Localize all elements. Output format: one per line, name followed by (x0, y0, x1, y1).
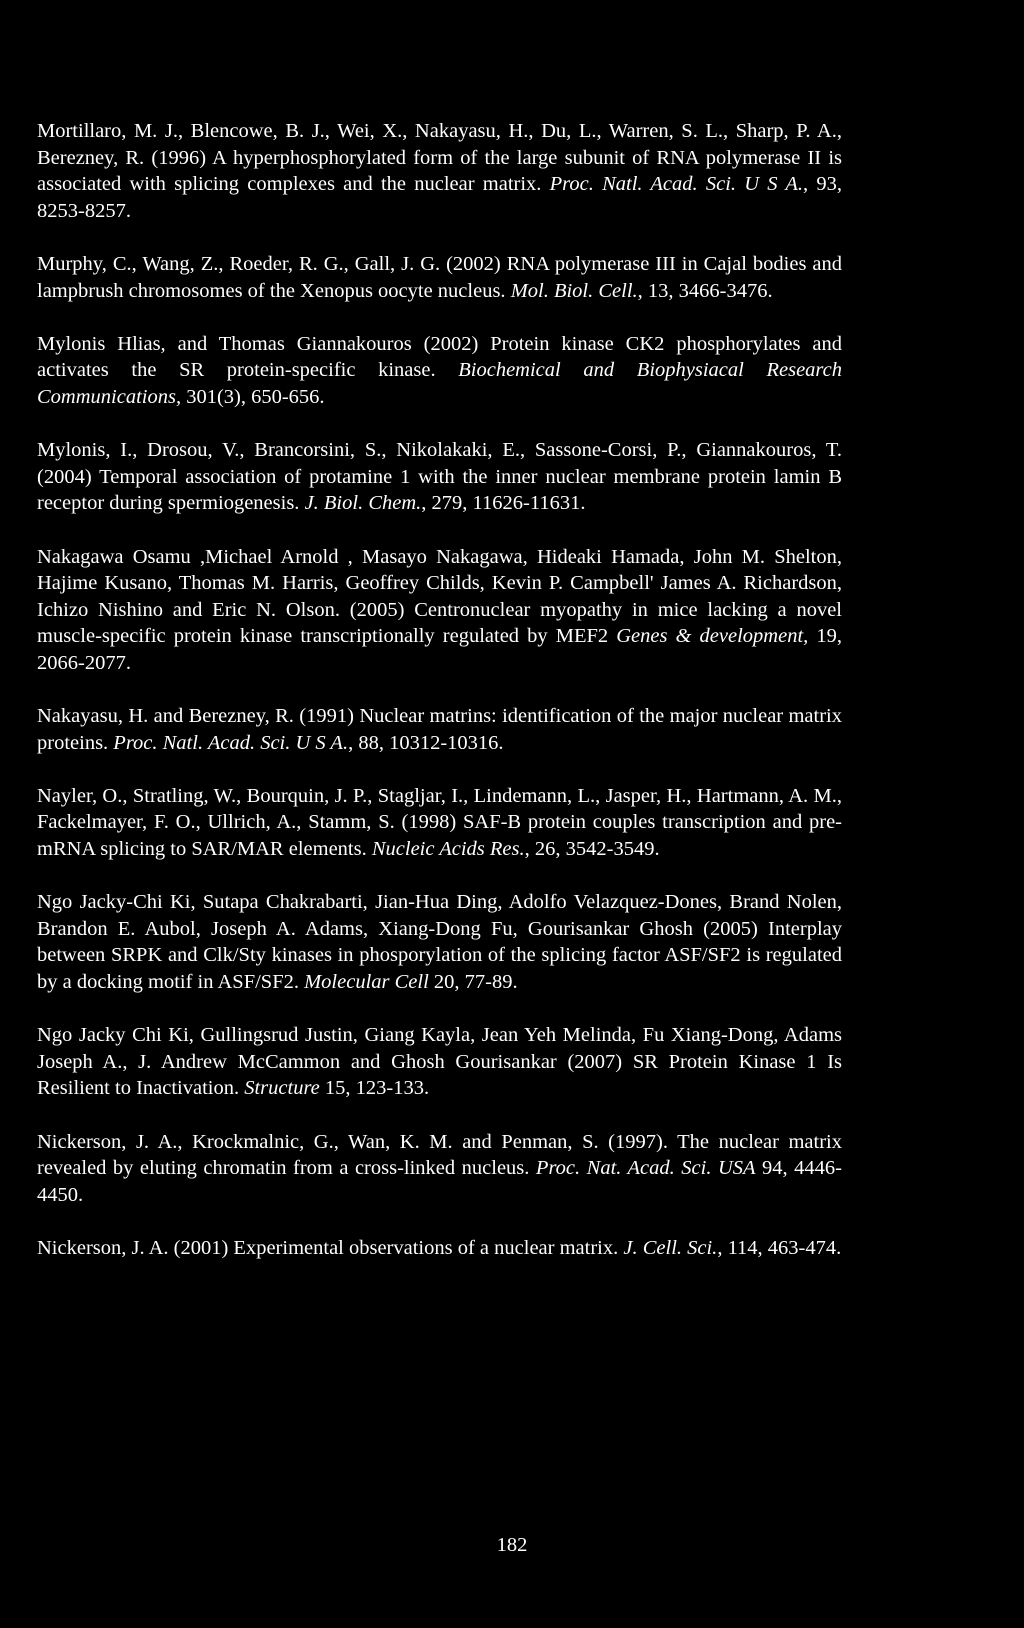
reference-volume-pages: , 88, 10312-10316. (348, 731, 504, 754)
reference-volume-pages: , 279, 11626-11631. (421, 492, 586, 515)
reference-volume-pages: , 114, 463-474. (717, 1236, 842, 1259)
reference-text: Mylonis, I., Drosou, V., Brancorsini, S., Nikolakaki, E., Sassone-Corsi, P., Giannakouros, T. (2004) Temporal association of protamine 1 with the inner nuclear membrane protein lamin B receptor during spermiogenesis. (37, 439, 842, 515)
reference-volume-pages: , 13, 3466-3476. (637, 279, 773, 302)
journal-name: Proc. Nat. Acad. Sci. USA (535, 1157, 756, 1180)
reference-volume-pages: , 93, 8253-8257. (37, 173, 843, 222)
reference-entry (37, 118, 842, 224)
reference-text: Ngo Jacky Chi Ki, Gullingsrud Justin, Giang Kayla, Jean Yeh Melinda, Fu Xiang-Dong, Adams Joseph A., J. Andrew McCammon and Ghosh Gourisankar (2007) SR Protein Kinase 1 Is Resilient to Inactivation. (37, 1024, 842, 1100)
reference-entry (37, 544, 842, 677)
reference-volume-pages: 19, 2066-2077. (37, 625, 842, 674)
reference-entry (37, 889, 842, 995)
reference-entry (37, 331, 842, 411)
reference-volume-pages: 20, 77-89. (428, 971, 518, 993)
reference-text: Nakagawa Osamu ,Michael Arnold , Masayo Nakagawa, Hideaki Hamada, John M. Shelton, Hajime Kusano, Thomas M. Harris, Geoffrey Childs, Kevin P. Campbell' James A. Richardson, Ichizo Nishino and Eric N. Olson. (2005) Centronuclear myopathy in mice lacking a novel muscle-specific protein kinase transcriptionally regulated by MEF2 (37, 545, 842, 648)
journal-name: Nucleic Acids Res. (371, 838, 525, 861)
reference-volume-pages: 301(3), 650-656. (181, 385, 325, 408)
journal-name: Mol. Biol. Cell. (510, 279, 638, 302)
reference-text: Nayler, O., Stratling, W., Bourquin, J. P., Stagljar, I., Lindemann, L., Jasper, H., Hartmann, A. M., Fackelmayer, F. O., Ullrich, A., Stamm, S. (1998) SAF-B protein couples transcription and pre-mRNA splicing to SAR/MAR elements. (37, 784, 842, 861)
reference-text: Nickerson, J. A. (2001) Experimental observations of a nuclear matrix. (37, 1236, 624, 1259)
journal-name: Genes & development, (616, 625, 809, 648)
reference-text: Ngo Jacky-Chi Ki, Sutapa Chakrabarti, Jian-Hua Ding, Adolfo Velazquez-Dones, Brand Nolen, Brandon E. Aubol, Joseph A. Adams, Xiang-Dong Fu, Gourisankar Ghosh (2005) Interplay between SRPK and Clk/Sty kinases in phosporylation of the splicing factor ASF/SF2 is regulated by a docking motif in ASF/SF2. (37, 891, 842, 993)
journal-name: Proc. Natl. Acad. Sci. U S A. (113, 731, 349, 754)
reference-volume-pages: 94, 4446-4450. (37, 1157, 842, 1206)
journal-name: Proc. Natl. Acad. Sci. U S A. (549, 173, 804, 196)
reference-entry (37, 251, 842, 304)
reference-volume-pages: , 26, 3542-3549. (524, 838, 660, 861)
reference-text: Mortillaro, M. J., Blencowe, B. J., Wei, X., Nakayasu, H., Du, L., Warren, S. L., Sharp, P. A., Berezney, R. (1996) A hyperphosphorylated form of the large subunit of RNA polymerase II is associated with splicing complexes and the nuclear matrix. (37, 120, 842, 196)
reference-volume-pages: 15, 123-133. (319, 1077, 430, 1100)
reference-entry (37, 703, 842, 756)
reference-text: Murphy, C., Wang, Z., Roeder, R. G., Gall, J. G. (2002) RNA polymerase III in Cajal bodies and lampbrush chromosomes of the Xenopus oocyte nucleus. (37, 252, 842, 302)
journal-name: J. Biol. Chem. (304, 492, 422, 515)
reference-text: Mylonis Hlias, and Thomas Giannakouros (2002) Protein kinase CK2 phosphorylates and activates the SR protein-specific kinase. (37, 332, 842, 382)
reference-entry (37, 437, 842, 517)
reference-entry (37, 1235, 842, 1262)
page-number: 182 (496, 1534, 528, 1556)
journal-name: Biochemical and Biophysiacal Research Communications, (37, 359, 842, 408)
reference-list (37, 118, 842, 1288)
reference-entry (37, 1022, 842, 1102)
reference-entry (37, 1129, 842, 1209)
journal-name: Structure (244, 1077, 320, 1100)
journal-name: J. Cell. Sci. (623, 1236, 718, 1259)
reference-text: Nickerson, J. A., Krockmalnic, G., Wan, K. M. and Penman, S. (1997). The nuclear matrix revealed by eluting chromatin from a cross-linked nucleus. (37, 1130, 842, 1180)
journal-name: Molecular Cell (304, 971, 429, 993)
reference-text: Nakayasu, H. and Berezney, R. (1991) Nuclear matrins: identification of the major nuclear matrix proteins. (37, 705, 842, 754)
reference-entry (37, 783, 842, 863)
